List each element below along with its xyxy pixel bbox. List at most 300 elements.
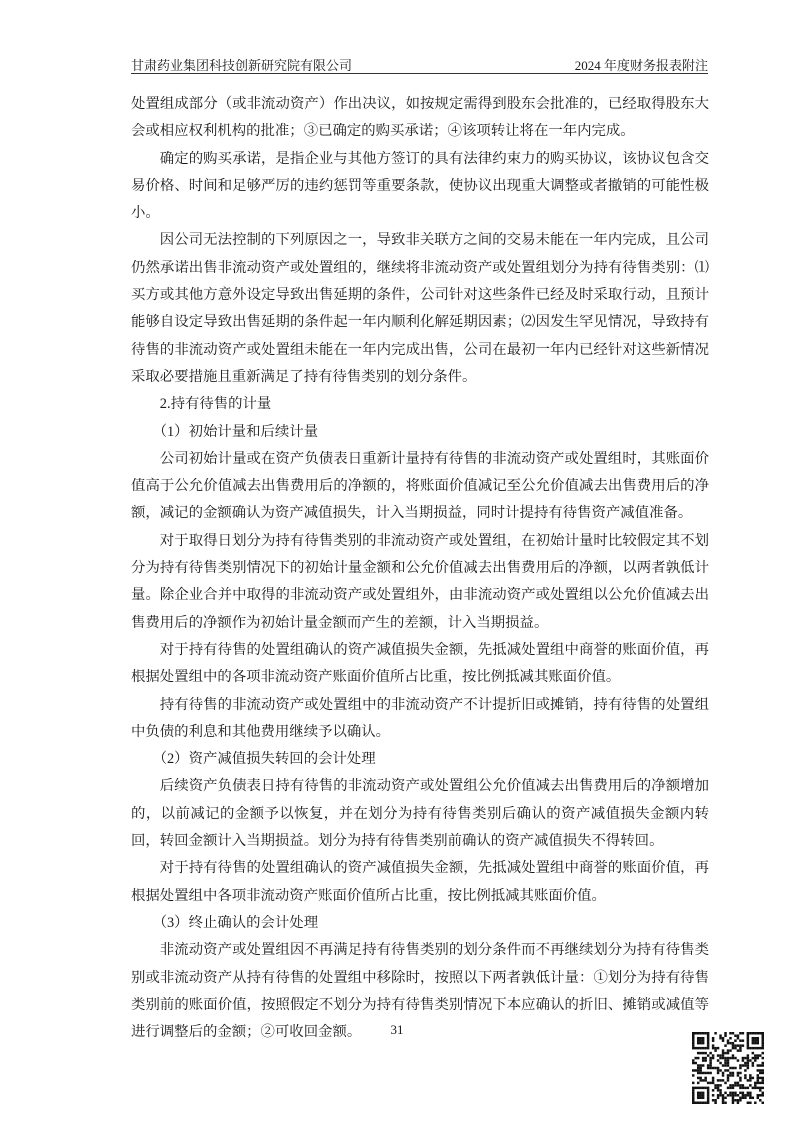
qr-module — [759, 1082, 761, 1084]
qr-module — [762, 1042, 764, 1044]
qr-module — [729, 1092, 731, 1094]
qr-module — [719, 1069, 721, 1071]
qr-module — [707, 1037, 709, 1039]
qr-module — [737, 1072, 739, 1074]
qr-module — [739, 1039, 741, 1041]
qr-module — [742, 1032, 744, 1034]
qr-module — [744, 1069, 746, 1071]
qr-module — [702, 1079, 704, 1081]
qr-module — [702, 1037, 704, 1039]
qr-module — [759, 1054, 761, 1056]
qr-module — [752, 1032, 754, 1034]
qr-module — [712, 1044, 714, 1046]
qr-module — [707, 1032, 709, 1034]
qr-module — [749, 1084, 751, 1086]
qr-module — [712, 1039, 714, 1041]
qr-module — [732, 1072, 734, 1074]
qr-module — [727, 1059, 729, 1061]
qr-module — [692, 1082, 694, 1084]
qr-module — [747, 1044, 749, 1046]
qr-module — [707, 1054, 709, 1056]
qr-module — [707, 1064, 709, 1066]
qr-module — [702, 1092, 704, 1094]
qr-module — [704, 1057, 706, 1059]
qr-module — [752, 1042, 754, 1044]
qr-module — [699, 1037, 701, 1039]
qr-module — [757, 1042, 759, 1044]
qr-module — [747, 1037, 749, 1039]
qr-module — [747, 1054, 749, 1056]
qr-module — [709, 1067, 711, 1069]
qr-module — [699, 1077, 701, 1079]
qr-module — [757, 1032, 759, 1034]
qr-module — [694, 1057, 696, 1059]
qr-module — [739, 1099, 741, 1101]
qr-module — [754, 1082, 756, 1084]
qr-module — [762, 1032, 764, 1034]
qr-module — [752, 1037, 754, 1039]
qr-module — [724, 1064, 726, 1066]
qr-module — [699, 1052, 701, 1054]
qr-module — [714, 1049, 716, 1051]
qr-module — [694, 1047, 696, 1049]
qr-module — [707, 1044, 709, 1046]
qr-module — [692, 1047, 694, 1049]
qr-module — [732, 1102, 734, 1104]
qr-module — [724, 1069, 726, 1071]
qr-module — [697, 1067, 699, 1069]
qr-module — [692, 1037, 694, 1039]
qr-module — [742, 1044, 744, 1046]
paragraph: 对于取得日划分为持有待售类别的非流动资产或处置组，在初始计量时比较假定其不划分为持有待售类别情况下的初始计量金额和公允价值减去出售费用后的净额，以两者孰低计量。除企业合并中取得的非流动资产或处置组外，由非流动资产或处置组以公允价值减去出售费用后的净额作为初始计量金额而产生的差额，计入当期损益。 — [131, 532, 709, 631]
qr-module — [762, 1087, 764, 1089]
qr-module — [742, 1087, 744, 1089]
qr-module — [694, 1087, 696, 1089]
qr-module — [707, 1097, 709, 1099]
qr-module — [744, 1097, 746, 1099]
qr-module — [737, 1099, 739, 1101]
qr-module — [732, 1074, 734, 1076]
paragraph: 处置组成部分（或非流动资产）作出决议，如按规定需得到股东会批准的，已经取得股东大会或相应权利机构的批准；③已确定的购买承诺；④该项转让将在一年内完成。 — [131, 96, 709, 140]
qr-module — [697, 1087, 699, 1089]
qr-module — [724, 1092, 726, 1094]
qr-module — [702, 1102, 704, 1104]
qr-module — [694, 1062, 696, 1064]
header-report-title: 2024 年度财务报表附注 — [574, 58, 708, 73]
qr-module — [712, 1077, 714, 1079]
qr-module — [717, 1084, 719, 1086]
qr-module — [717, 1059, 719, 1061]
document-body — [131, 91, 709, 1046]
qr-module — [699, 1069, 701, 1071]
qr-module — [707, 1092, 709, 1094]
qr-module — [762, 1052, 764, 1054]
qr-module — [742, 1092, 744, 1094]
qr-module — [757, 1094, 759, 1096]
qr-module — [762, 1037, 764, 1039]
qr-module — [732, 1084, 734, 1086]
qr-module — [742, 1084, 744, 1086]
qr-module — [749, 1047, 751, 1049]
qr-module — [692, 1074, 694, 1076]
qr-module — [719, 1079, 721, 1081]
qr-module — [757, 1064, 759, 1066]
qr-module — [722, 1102, 724, 1104]
qr-module — [719, 1089, 721, 1091]
qr-module — [699, 1039, 701, 1041]
qr-module — [734, 1067, 736, 1069]
qr-module — [739, 1044, 741, 1046]
paragraph: 持有待售的非流动资产或处置组中的非流动资产不计提折旧或摊销，持有待售的处置组中负债的利息和其他费用继续予以确认。 — [131, 696, 709, 740]
qr-module — [762, 1064, 764, 1066]
qr-module — [694, 1032, 696, 1034]
qr-module — [697, 1094, 699, 1096]
qr-module — [734, 1057, 736, 1059]
qr-module — [737, 1044, 739, 1046]
qr-module — [724, 1102, 726, 1104]
qr-module — [732, 1099, 734, 1101]
paragraph: 公司初始计量或在资产负债表日重新计量持有待售的非流动资产或处置组时，其账面价值高于公允价值减去出售费用后的净额的，将账面价值减记至公允价值减去出售费用后的净额，减记的金额确认为资产减值损失，计入当期损益，同时计提持有待售资产减值准备。 — [131, 450, 709, 522]
qr-module — [722, 1054, 724, 1056]
qr-module — [752, 1064, 754, 1066]
page-header — [131, 53, 708, 74]
qr-module — [732, 1094, 734, 1096]
qr-module — [702, 1057, 704, 1059]
qr-module — [759, 1087, 761, 1089]
qr-module — [699, 1072, 701, 1074]
qr-module — [754, 1054, 756, 1056]
qr-module — [709, 1064, 711, 1066]
qr-module — [709, 1072, 711, 1074]
qr-module — [697, 1057, 699, 1059]
paragraph: 对于持有待售的处置组确认的资产减值损失金额，先抵减处置组中商誉的账面价值，再根据处置组中各项非流动资产账面价值所占比重，按比例抵减其账面价值。 — [131, 860, 709, 904]
qr-module — [749, 1092, 751, 1094]
qr-module — [717, 1067, 719, 1069]
header-company: 甘肃药业集团科技创新研究院有限公司 — [131, 58, 353, 73]
qr-module — [757, 1077, 759, 1079]
qr-module — [724, 1097, 726, 1099]
qr-module — [754, 1059, 756, 1061]
qr-module — [747, 1062, 749, 1064]
qr-module — [707, 1067, 709, 1069]
qr-module — [692, 1062, 694, 1064]
qr-module — [747, 1034, 749, 1036]
qr-module — [744, 1074, 746, 1076]
qr-module — [759, 1099, 761, 1101]
qr-module — [762, 1069, 764, 1071]
qr-module — [732, 1032, 734, 1034]
qr-module — [697, 1102, 699, 1104]
qr-module — [747, 1032, 749, 1034]
qr-module — [752, 1057, 754, 1059]
qr-module — [762, 1044, 764, 1046]
qr-module — [699, 1087, 701, 1089]
qr-module — [719, 1054, 721, 1056]
qr-module — [732, 1092, 734, 1094]
qr-module — [697, 1037, 699, 1039]
qr-module — [744, 1062, 746, 1064]
paragraph: 后续资产负债表日持有待售的非流动资产或处置组公允价值减去出售费用后的净额增加的，以前减记的金额予以恢复，并在划分为持有待售类别后确认的资产减值损失金额内转回，转回金额计入当期损益。划分为持有待售类别前确认的资产减值损失不得转回。 — [131, 778, 709, 850]
qr-module — [757, 1082, 759, 1084]
qr-module — [704, 1059, 706, 1061]
qr-module — [754, 1037, 756, 1039]
qr-module — [694, 1102, 696, 1104]
qr-module — [722, 1049, 724, 1051]
qr-module — [737, 1049, 739, 1051]
qr-module — [729, 1084, 731, 1086]
qr-module — [744, 1064, 746, 1066]
qr-module — [699, 1102, 701, 1104]
qr-module — [749, 1077, 751, 1079]
qr-module — [719, 1092, 721, 1094]
qr-module — [697, 1047, 699, 1049]
paragraph: 因公司无法控制的下列原因之一，导致非关联方之间的交易未能在一年内完成，且公司仍然承诺出售非流动资产或处置组的，继续将非流动资产或处置组划分为持有待售类别：⑴买方或其他方意外设定导致出售延期的条件，公司针对这些条件已经及时采取行动，且预计能够自设定导致出售延期的条件起一年内顺利化解延期因素；⑵因发生罕见情况，导致持有待售的非流动资产或处置组未能在一年内完成出售，公司在最初一年内已经针对这些新情况采取必要措施且重新满足了持有待售类别的划分条件。 — [131, 232, 709, 385]
qr-module — [704, 1087, 706, 1089]
qr-module — [722, 1099, 724, 1101]
qr-module — [747, 1092, 749, 1094]
qr-module — [702, 1087, 704, 1089]
qr-module — [749, 1094, 751, 1096]
qr-module — [699, 1067, 701, 1069]
qr-module — [727, 1049, 729, 1051]
qr-module — [719, 1034, 721, 1036]
qr-module — [707, 1039, 709, 1041]
qr-module — [704, 1052, 706, 1054]
qr-module — [752, 1039, 754, 1041]
qr-module — [757, 1047, 759, 1049]
qr-module — [699, 1032, 701, 1034]
qr-module — [722, 1037, 724, 1039]
qr-module — [717, 1047, 719, 1049]
qr-module — [739, 1072, 741, 1074]
section-heading: （3）终止确认的会计处理 — [152, 914, 319, 931]
qr-module — [724, 1034, 726, 1036]
qr-module — [762, 1057, 764, 1059]
qr-module — [762, 1034, 764, 1036]
qr-module — [707, 1047, 709, 1049]
qr-module — [707, 1034, 709, 1036]
qr-module — [729, 1067, 731, 1069]
qr-module — [744, 1057, 746, 1059]
qr-module — [724, 1057, 726, 1059]
qr-module — [714, 1047, 716, 1049]
qr-module — [692, 1092, 694, 1094]
qr-module — [729, 1074, 731, 1076]
qr-module — [749, 1032, 751, 1034]
qr-module — [724, 1062, 726, 1064]
qr-module — [722, 1057, 724, 1059]
qr-module — [742, 1059, 744, 1061]
qr-module — [747, 1094, 749, 1096]
qr-module — [697, 1072, 699, 1074]
qr-module — [724, 1044, 726, 1046]
paragraph: 确定的购买承诺，是指企业与其他方签订的具有法律约束力的购买协议，该协议包含交易价格、时间和足够严厉的违约惩罚等重要条款，使协议出现重大调整或者撤销的可能性极小。 — [131, 150, 709, 222]
qr-module — [762, 1077, 764, 1079]
qr-module — [697, 1082, 699, 1084]
qr-module — [727, 1077, 729, 1079]
qr-module — [729, 1094, 731, 1096]
qr-module — [744, 1077, 746, 1079]
qr-module — [712, 1089, 714, 1091]
qr-module — [734, 1039, 736, 1041]
qr-module — [719, 1084, 721, 1086]
section-heading: （1）初始计量和后续计量 — [152, 423, 319, 440]
qr-module — [704, 1047, 706, 1049]
qr-module — [717, 1097, 719, 1099]
qr-module — [697, 1042, 699, 1044]
qr-module — [742, 1057, 744, 1059]
qr-module — [719, 1057, 721, 1059]
qr-module — [707, 1089, 709, 1091]
qr-module — [727, 1039, 729, 1041]
qr-module — [729, 1037, 731, 1039]
qr-module — [739, 1079, 741, 1081]
qr-module — [699, 1064, 701, 1066]
qr-module — [742, 1097, 744, 1099]
qr-module — [747, 1064, 749, 1066]
qr-module — [722, 1052, 724, 1054]
qr-module — [692, 1089, 694, 1091]
qr-module — [692, 1087, 694, 1089]
qr-module — [727, 1057, 729, 1059]
qr-module — [739, 1049, 741, 1051]
qr-module — [722, 1074, 724, 1076]
qr-module — [759, 1069, 761, 1071]
qr-module — [714, 1099, 716, 1101]
qr-module — [724, 1032, 726, 1034]
qr-module — [702, 1072, 704, 1074]
qr-module — [749, 1079, 751, 1081]
qr-module — [734, 1099, 736, 1101]
qr-code-icon — [692, 1032, 764, 1104]
qr-module — [747, 1039, 749, 1041]
qr-module — [722, 1064, 724, 1066]
qr-module — [707, 1072, 709, 1074]
qr-module — [752, 1052, 754, 1054]
qr-module — [722, 1072, 724, 1074]
qr-module — [739, 1032, 741, 1034]
qr-module — [704, 1032, 706, 1034]
qr-module — [692, 1102, 694, 1104]
section-heading: （2）资产减值损失转回的会计处理 — [152, 751, 376, 768]
qr-module — [692, 1042, 694, 1044]
qr-module — [747, 1059, 749, 1061]
qr-module — [734, 1094, 736, 1096]
qr-module — [727, 1094, 729, 1096]
qr-module — [729, 1087, 731, 1089]
qr-module — [752, 1097, 754, 1099]
qr-module — [732, 1087, 734, 1089]
qr-module — [692, 1032, 694, 1034]
qr-module — [734, 1044, 736, 1046]
section-heading: 2.持有待售的计量 — [159, 396, 272, 413]
qr-module — [757, 1069, 759, 1071]
qr-module — [762, 1094, 764, 1096]
qr-module — [699, 1094, 701, 1096]
qr-module — [754, 1057, 756, 1059]
qr-module — [727, 1052, 729, 1054]
qr-module — [712, 1067, 714, 1069]
qr-module — [762, 1047, 764, 1049]
qr-module — [729, 1072, 731, 1074]
qr-module — [697, 1092, 699, 1094]
qr-module — [727, 1087, 729, 1089]
qr-module — [762, 1079, 764, 1081]
qr-module — [702, 1032, 704, 1034]
qr-module — [714, 1067, 716, 1069]
qr-module — [754, 1047, 756, 1049]
qr-module — [717, 1089, 719, 1091]
qr-module — [694, 1069, 696, 1071]
qr-module — [727, 1079, 729, 1081]
page-number: 31 — [390, 1022, 404, 1037]
qr-module — [707, 1042, 709, 1044]
qr-module — [697, 1097, 699, 1099]
qr-module — [727, 1074, 729, 1076]
qr-module — [737, 1094, 739, 1096]
qr-module — [732, 1097, 734, 1099]
qr-module — [729, 1042, 731, 1044]
qr-module — [739, 1092, 741, 1094]
qr-module — [737, 1059, 739, 1061]
qr-module — [739, 1067, 741, 1069]
qr-module — [734, 1047, 736, 1049]
qr-module — [757, 1039, 759, 1041]
qr-module — [747, 1087, 749, 1089]
qr-module — [734, 1084, 736, 1086]
qr-module — [717, 1072, 719, 1074]
qr-module — [702, 1097, 704, 1099]
qr-module — [737, 1082, 739, 1084]
qr-module — [752, 1077, 754, 1079]
paragraph: 对于持有待售的处置组确认的资产减值损失金额，先抵减处置组中商誉的账面价值，再根据处置组中的各项非流动资产账面价值所占比重，按比例抵减其账面价值。 — [131, 641, 709, 686]
qr-module — [699, 1042, 701, 1044]
qr-module — [744, 1087, 746, 1089]
qr-module — [699, 1079, 701, 1081]
qr-module — [762, 1082, 764, 1084]
qr-module — [702, 1094, 704, 1096]
qr-module — [747, 1067, 749, 1069]
qr-module — [724, 1082, 726, 1084]
qr-module — [692, 1097, 694, 1099]
qr-module — [752, 1047, 754, 1049]
qr-module — [719, 1037, 721, 1039]
qr-module — [699, 1097, 701, 1099]
qr-module — [692, 1069, 694, 1071]
qr-module — [712, 1037, 714, 1039]
qr-module — [739, 1064, 741, 1066]
qr-module — [747, 1057, 749, 1059]
qr-module — [729, 1049, 731, 1051]
qr-module — [737, 1034, 739, 1036]
qr-module — [697, 1077, 699, 1079]
qr-module — [714, 1032, 716, 1034]
qr-module — [702, 1064, 704, 1066]
qr-module — [759, 1032, 761, 1034]
qr-module — [734, 1034, 736, 1036]
qr-module — [692, 1094, 694, 1096]
qr-module — [699, 1047, 701, 1049]
qr-module — [757, 1037, 759, 1039]
qr-module — [732, 1067, 734, 1069]
qr-module — [759, 1047, 761, 1049]
qr-module — [742, 1064, 744, 1066]
qr-module — [724, 1052, 726, 1054]
qr-module — [717, 1069, 719, 1071]
qr-module — [692, 1099, 694, 1101]
qr-module — [757, 1087, 759, 1089]
qr-module — [754, 1102, 756, 1104]
